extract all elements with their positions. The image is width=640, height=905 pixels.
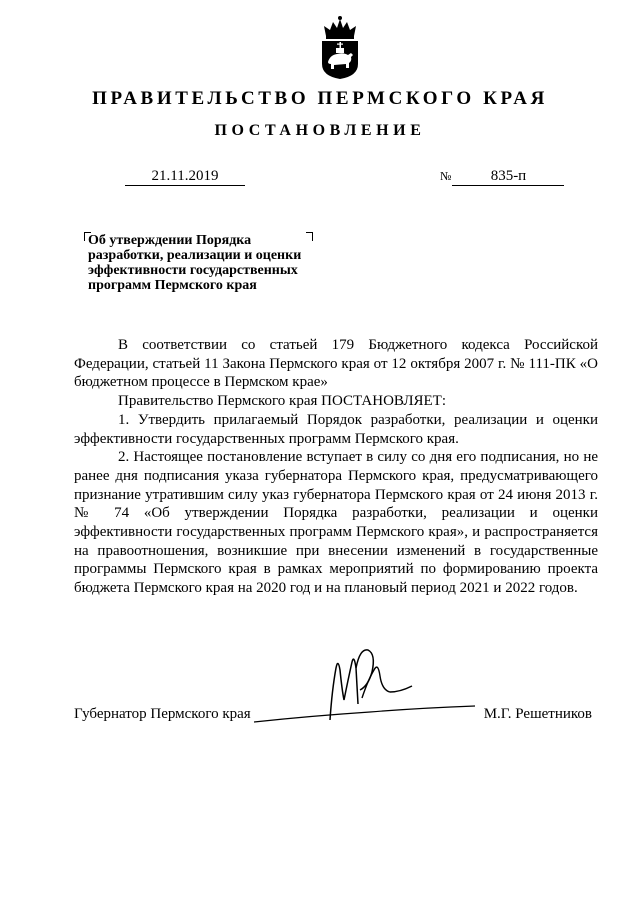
coat-of-arms-icon (318, 14, 362, 80)
signatory-title: Губернатор Пермского края (74, 706, 251, 722)
body-paragraph-preamble: В соответствии со статьей 179 Бюджетного кодекса Российской Федерации, статьей 11 Закона Пермского края от 12 октября 2007 г. № 111-ПК «О бюджетном процессе в Пермском крае» (74, 337, 598, 391)
subject-line: программ Пермского края (88, 278, 257, 293)
handwritten-signature (250, 640, 480, 730)
organization-title: ПРАВИТЕЛЬСТВО ПЕРМСКОГО КРАЯ (92, 88, 548, 109)
document-type: ПОСТАНОВЛЕНИЕ (214, 122, 426, 139)
signatory-name: М.Г. Решетников (483, 706, 592, 722)
body-paragraph-item-1: 1. Утвердить прилагаемый Порядок разработки, реализации и оценки эффективности государственных программ Пермского края. (74, 411, 598, 447)
document-date: 21.11.2019 (125, 168, 245, 186)
body-paragraph-resolves: Правительство Пермского края ПОСТАНОВЛЯЕТ: (118, 393, 447, 410)
number-sign: № (440, 169, 452, 183)
body-paragraph-item-2: 2. Настоящее постановление вступает в силу со дня его подписания, но не ранее дня подписания указа губернатора Пермского края, предусматривающего признание утратившим силу указ губернатора Пермского края от 24 июня 2013 г. № 74 «Об утверждении Порядка разработки, реализации и оценки эффективности государственных программ Пермского края», и распространяется на правоотношения, возникшие при внесении изменений в государственные программы Пермского края в рамках мероприятий по формированию проекта бюджета Пермского края на 2020 год и на плановый период 2021 и 2022 годов. (74, 449, 598, 597)
subject-line: эффективности государственных (88, 263, 298, 278)
document-number-block (440, 168, 564, 186)
document-body (74, 336, 598, 598)
subject-line: Об утверждении Порядка (88, 233, 252, 248)
document-number: 835-п (452, 168, 564, 186)
document-subject (88, 233, 328, 293)
subject-line: разработки, реализации и оценки (88, 248, 302, 263)
